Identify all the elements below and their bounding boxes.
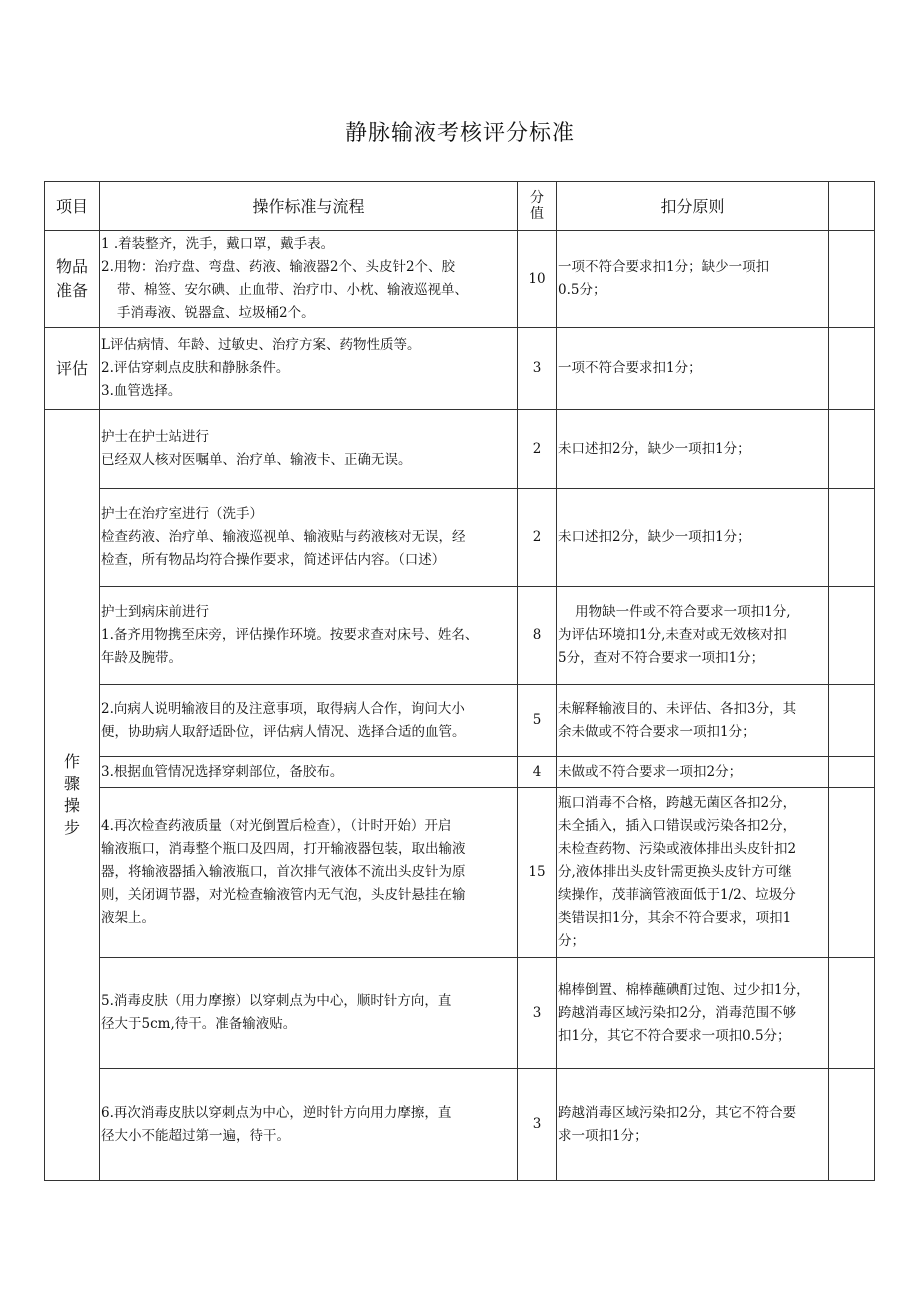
table-row bbox=[45, 757, 875, 788]
score-cell: 4 bbox=[518, 757, 557, 788]
deduction-cell: 一项不符合要求扣1分；缺少一项扣 0.5分； bbox=[557, 231, 829, 328]
procedure-cell: 3.根据血管情况选择穿刺部位，备胶布。 bbox=[100, 757, 518, 788]
procedure-cell: 护士到病床前进行 1.备齐用物携至床旁，评估操作环境。按要求查对床号、姓名、 年龄及腕带。 bbox=[100, 587, 518, 685]
blank-cell bbox=[829, 231, 875, 328]
blank-cell bbox=[829, 757, 875, 788]
table-row bbox=[45, 410, 875, 489]
deduction-cell: 未口述扣2分，缺少一项扣1分； bbox=[557, 410, 829, 489]
header-score: 分 值 bbox=[518, 182, 557, 231]
score-cell: 5 bbox=[518, 685, 557, 757]
table-row bbox=[45, 958, 875, 1069]
table-row bbox=[45, 788, 875, 958]
procedure-cell: 2.向病人说明输液目的及注意事项，取得病人合作，询问大小 便，协助病人取舒适卧位，评估病人情况、选择合适的血管。 bbox=[100, 685, 518, 757]
deduction-cell: 用物缺一件或不符合要求一项扣1分, 为评估环境扣1分,未查对或无效核对扣 5分，查对不符合要求一项扣1分； bbox=[557, 587, 829, 685]
blank-cell bbox=[829, 1069, 875, 1181]
blank-cell bbox=[829, 958, 875, 1069]
header-row bbox=[45, 182, 875, 231]
blank-cell bbox=[829, 489, 875, 587]
score-cell: 3 bbox=[518, 1069, 557, 1181]
procedure-cell: 护士在治疗室进行（洗手） 检查药液、治疗单、输液巡视单、输液贴与药液核对无误，经 检查，所有物品均符合操作要求，简述评估内容。（口述） bbox=[100, 489, 518, 587]
category-cell: 评估 bbox=[45, 328, 100, 410]
procedure-cell: L评估病情、年龄、过敏史、治疗方案、药物性质等。 2.评估穿刺点皮肤和静脉条件。 3.血管选择。 bbox=[100, 328, 518, 410]
deduction-cell: 棉棒倒置、棉棒蘸碘酊过饱、过少扣1分， 跨越消毒区域污染扣2分，消毒范围不够 扣1分，其它不符合要求一项扣0.5分； bbox=[557, 958, 829, 1069]
score-cell: 10 bbox=[518, 231, 557, 328]
procedure-cell: 护士在护士站进行 已经双人核对医嘱单、治疗单、输液卡、正确无误。 bbox=[100, 410, 518, 489]
blank-cell bbox=[829, 685, 875, 757]
score-cell: 15 bbox=[518, 788, 557, 958]
header-deduction: 扣分原则 bbox=[557, 182, 829, 231]
table-row bbox=[45, 1069, 875, 1181]
table-row bbox=[45, 489, 875, 587]
score-cell: 2 bbox=[518, 489, 557, 587]
table-row bbox=[45, 685, 875, 757]
table-row bbox=[45, 328, 875, 410]
blank-cell bbox=[829, 328, 875, 410]
scoring-table bbox=[44, 181, 875, 1181]
procedure-cell: 4.再次检查药液质量（对光倒置后检查），（计时开始）开启 输液瓶口，消毒整个瓶口及四周，打开输液器包装，取出输液 器，将输液器插入输液瓶口，首次排气液体不流出头皮针为原 则，关闭调节器，对光检查输液管内无气泡，头皮针悬挂在输 液架上。 bbox=[100, 788, 518, 958]
procedure-cell: 6.再次消毒皮肤以穿刺点为中心，逆时针方向用力摩擦，直 径大小不能超过第一遍，待干。 bbox=[100, 1069, 518, 1181]
deduction-cell: 瓶口消毒不合格，跨越无菌区各扣2分， 未全插入，插入口错误或污染各扣2分， 未检查药物、污染或液体排出头皮针扣2 分,液体排出头皮针需更换头皮针方可继 续操作，茂菲滴管液面低于1/2、垃圾分 类错误扣1分，其余不符合要求，项扣1 分； bbox=[557, 788, 829, 958]
deduction-cell: 未解释输液目的、未评估、各扣3分，其 余未做或不符合要求一项扣1分； bbox=[557, 685, 829, 757]
blank-cell bbox=[829, 410, 875, 489]
deduction-cell: 一项不符合要求扣1分； bbox=[557, 328, 829, 410]
blank-cell bbox=[829, 788, 875, 958]
procedure-cell: 5.消毒皮肤（用力摩擦）以穿刺点为中心，顺时针方向，直 径大于5cm,待干。准备输液贴。 bbox=[100, 958, 518, 1069]
score-cell: 8 bbox=[518, 587, 557, 685]
score-cell: 3 bbox=[518, 328, 557, 410]
category-cell-steps: 作 骤 操 步 bbox=[45, 410, 100, 1181]
header-blank bbox=[829, 182, 875, 231]
deduction-cell: 跨越消毒区域污染扣2分，其它不符合要 求一项扣1分； bbox=[557, 1069, 829, 1181]
deduction-cell: 未做或不符合要求一项扣2分； bbox=[557, 757, 829, 788]
score-cell: 2 bbox=[518, 410, 557, 489]
category-cell: 物品 准备 bbox=[45, 231, 100, 328]
blank-cell bbox=[829, 587, 875, 685]
procedure-cell: 1 .着装整齐，洗手，戴口罩，戴手表。 2.用物：治疗盘、弯盘、药液、输液器2个、头皮针2个、胶 带、棉签、安尔碘、止血带、治疗巾、小枕、输液巡视单、 手消毒液、锐器盒、垃圾桶2个。 bbox=[100, 231, 518, 328]
deduction-cell: 未口述扣2分，缺少一项扣1分； bbox=[557, 489, 829, 587]
table-row bbox=[45, 587, 875, 685]
table-row bbox=[45, 231, 875, 328]
score-cell: 3 bbox=[518, 958, 557, 1069]
header-item: 项目 bbox=[45, 182, 100, 231]
page-title: 静脉输液考核评分标准 bbox=[344, 121, 575, 146]
header-procedure: 操作标准与流程 bbox=[100, 182, 518, 231]
